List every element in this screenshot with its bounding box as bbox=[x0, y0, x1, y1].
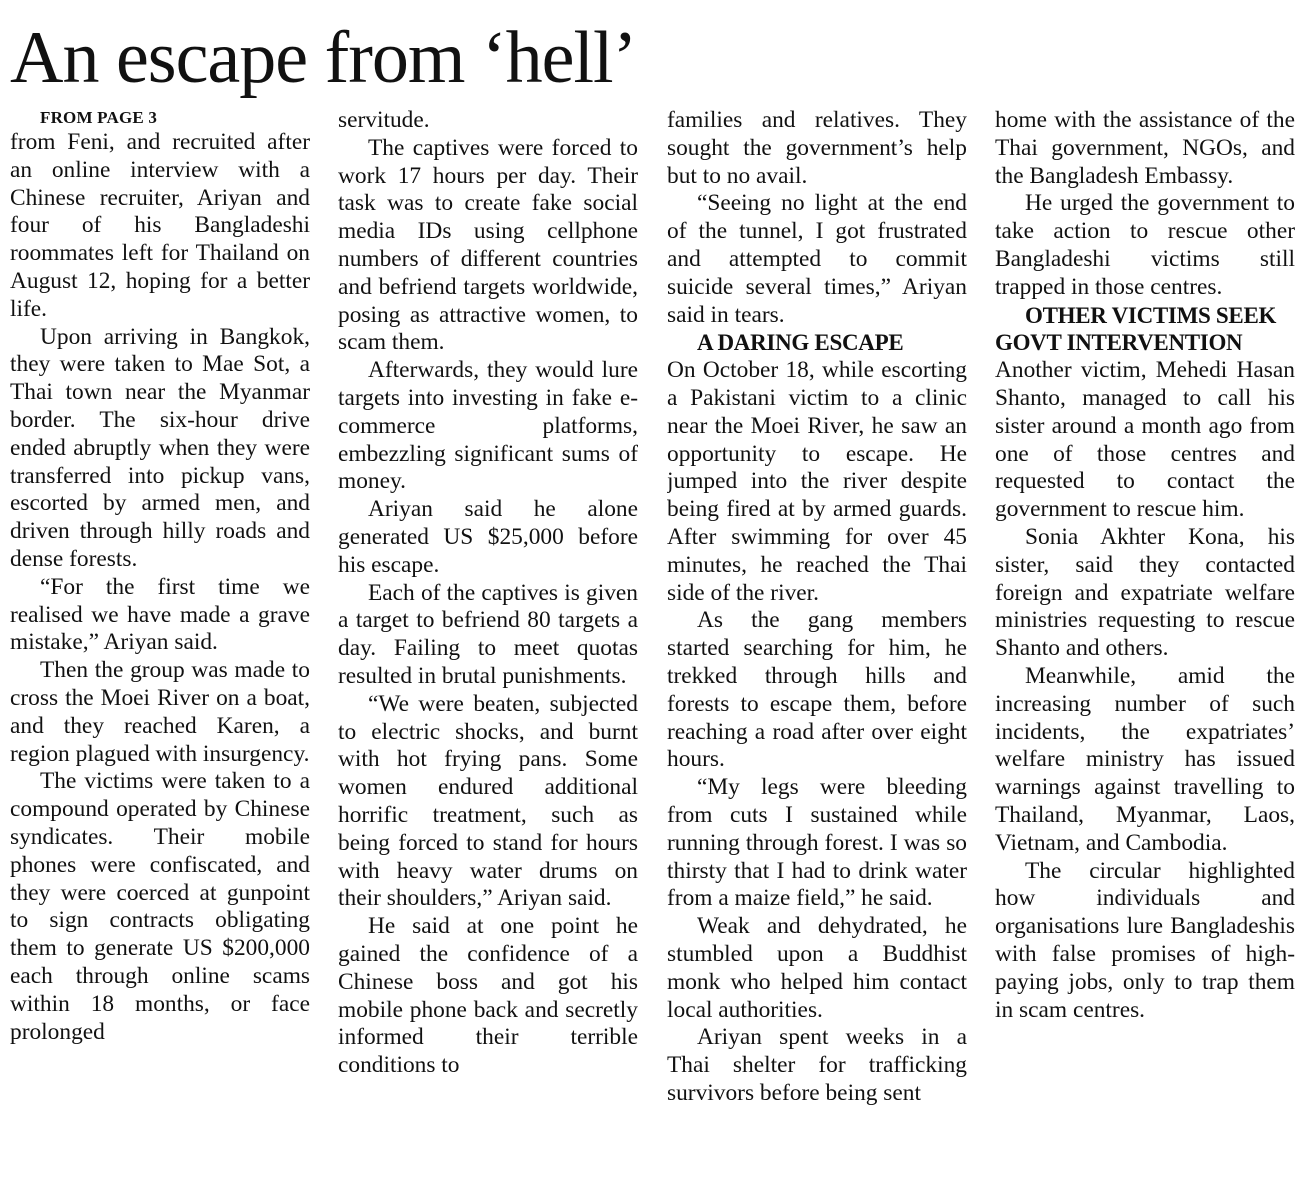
paragraph: As the gang members started searching for him, he trekked through hills and forests to escape them, before reaching a road after over eight hours. bbox=[667, 607, 967, 773]
paragraph: servitude. bbox=[338, 107, 430, 133]
paragraph: Meanwhile, amid the increasing number of such incidents, the expatriates’ welfare ministry has issued warnings against travelling to Thailand, Myanmar, Laos, Vietnam, and Cambodia. bbox=[995, 662, 1295, 856]
paragraph: Another victim, Mehedi Hasan Shanto, managed to call his sister around a month ago from one of those centres and requested to contact the government to rescue him. bbox=[995, 357, 1295, 523]
paragraph: Weak and dehydrated, he stumbled upon a Buddhist monk who helped him contact local authorities. bbox=[667, 913, 967, 1023]
paragraph: The victims were taken to a compound operated by Chinese syndicates. Their mobile phones were confiscated, and they were coerced at gunpoint to sign contracts obligating them to generate US $200,000 each through online scams within 18 months, or face prolonged bbox=[10, 768, 310, 1045]
paragraph: “For the first time we realised we have made a grave mistake,” Ariyan said. bbox=[10, 573, 310, 656]
article-column-3 bbox=[667, 107, 967, 1197]
paragraph: Ariyan spent weeks in a Thai shelter for trafficking survivors before being sent bbox=[667, 1024, 967, 1106]
paragraph: He urged the government to take action to rescue other Bangladeshi victims still trapped in those centres. bbox=[995, 190, 1295, 300]
paragraph: Ariyan said he alone generated US $25,000 before his escape. bbox=[338, 496, 638, 578]
paragraph: families and relatives. They sought the government’s help but to no avail. bbox=[667, 107, 967, 189]
paragraph: Afterwards, they would lure targets into investing in fake e-commerce platforms, embezzling significant sums of money. bbox=[338, 357, 638, 495]
paragraph: Upon arriving in Bangkok, they were taken to Mae Sot, a Thai town near the Myanmar border. The six-hour drive ended abruptly when they were transferred into pickup vans, escorted by armed men, and driven through hilly roads and dense forests. bbox=[10, 323, 310, 572]
subheading: OTHER VICTIMS SEEK GOVT INTERVENTION bbox=[995, 302, 1277, 356]
article-column-4 bbox=[995, 107, 1295, 1197]
paragraph: from Feni, and recruited after an online interview with a Chinese recruiter, Ariyan and four of his Bangladeshi roommates left for Thailand on August 12, hoping for a better life. bbox=[10, 129, 310, 322]
article-column-2 bbox=[338, 107, 638, 1197]
paragraph: On October 18, while escorting a Pakistani victim to a clinic near the Moei River, he saw an opportunity to escape. He jumped into the river despite being fired at by armed guards. After swimming for over 45 minutes, he reached the Thai side of the river. bbox=[667, 357, 967, 606]
paragraph: He said at one point he gained the confidence of a Chinese boss and got his mobile phone back and secretly informed their terrible conditions to bbox=[338, 913, 638, 1079]
paragraph: The captives were forced to work 17 hours per day. Their task was to create fake social media IDs using cellphone numbers of different countries and befriend targets worldwide, posing as attractive women, to scam them. bbox=[338, 134, 638, 356]
paragraph: “We were beaten, subjected to electric shocks, and burnt with hot frying pans. Some women endured additional horrific treatment, such as being forced to stand for hours with heavy water drums on their shoulders,” Ariyan said. bbox=[338, 690, 638, 912]
paragraph: Then the group was made to cross the Moei River on a boat, and they reached Karen, a region plagued with insurgency. bbox=[10, 657, 310, 767]
paragraph: home with the assistance of the Thai government, NGOs, and the Bangladesh Embassy. bbox=[995, 107, 1295, 189]
subheading: A DARING ESCAPE bbox=[697, 330, 904, 356]
paragraph: “Seeing no light at the end of the tunnel, I got frustrated and attempted to commit suicide several times,” Ariyan said in tears. bbox=[667, 190, 967, 328]
paragraph: “My legs were bleeding from cuts I sustained while running through forest. I was so thirsty that I had to drink water from a maize field,” he said. bbox=[667, 774, 967, 912]
article-column-1 bbox=[10, 107, 310, 1197]
paragraph: The circular highlighted how individuals and organisations lure Bangladeshis with false promises of high-paying jobs, only to trap them in scam centres. bbox=[995, 857, 1295, 1023]
jump-kicker: FROM PAGE 3 bbox=[40, 108, 158, 127]
headline: An escape from ‘hell’ bbox=[10, 17, 637, 99]
paragraph: Each of the captives is given a target to befriend 80 targets a day. Failing to meet quotas resulted in brutal punishments. bbox=[338, 579, 638, 689]
paragraph: Sonia Akhter Kona, his sister, said they contacted foreign and expatriate welfare ministries requesting to rescue Shanto and others. bbox=[995, 523, 1295, 662]
